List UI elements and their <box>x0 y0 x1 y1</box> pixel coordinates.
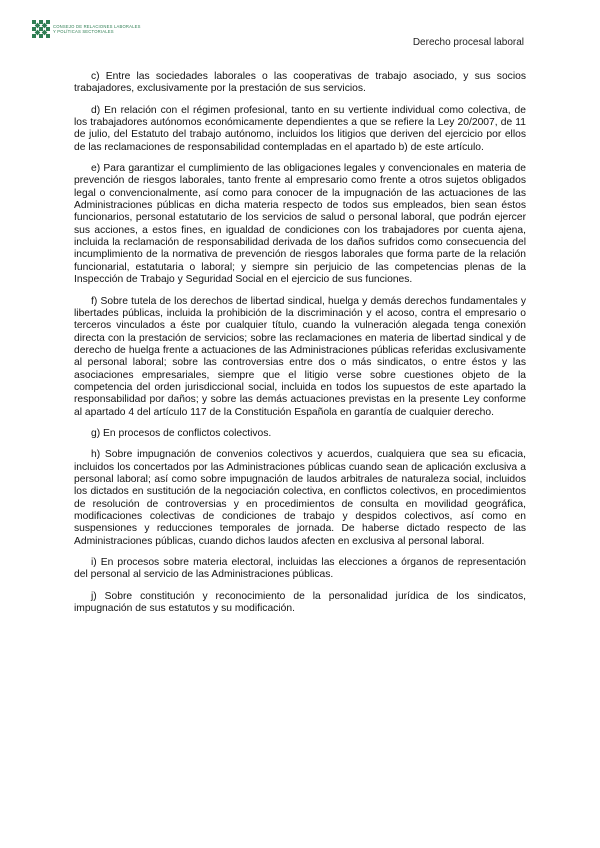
paragraph-d: d) En relación con el régimen profesional, tanto en su vertiente individual como colectiva, de los trabajadores autónomos económicamente dependientes a que se refiere la Ley 20/2007, de 11 de julio, del Estatuto del trabajo autónomo, incluidos los litigios que deriven del ejercicio por ellos de las reclamaciones de responsabilidad contempladas en el apartado b) de este artículo. <box>74 104 526 153</box>
paragraph-j: j) Sobre constitución y reconocimiento de la personalidad jurídica de los sindicatos, impugnación de sus estatutos y su modificación. <box>74 590 526 615</box>
page-header <box>0 0 600 60</box>
paragraph-g: g) En procesos de conflictos colectivos. <box>91 427 272 439</box>
paragraph-i: i) En procesos sobre materia electoral, incluidas las elecciones a órganos de representación del personal al servicio de las Administraciones públicas. <box>74 557 526 581</box>
logo-text <box>53 24 141 34</box>
running-title: Derecho procesal laboral <box>412 37 524 48</box>
document-body <box>74 71 526 624</box>
paragraph-f: f) Sobre tutela de los derechos de libertad sindical, huelga y demás derechos fundamentales y libertades públicas, incluida la prohibición de la discriminación y el acoso, contra el empresario o terceros vinculados a éste por cualquier título, cuando la vulneración alegada tenga conexión directa con la prestación de servicios; sobre las reclamaciones en materia de libertad sindical y de derecho de huelga frente a actuaciones de las Administraciones públicas referidas exclusivamente al personal laboral; sobre las controversias entre dos o más sindicatos, o entre éstos y las asociaciones empresariales, siempre que el litigio verse sobre cuestiones objeto de la competencia del orden jurisdiccional social, incluida en todos los supuestos de este apartado la responsabilidad por daños; y sobre las demás actuaciones previstas en la presente Ley conforme al apartado 4 del artículo 117 de la Constitución Española en garantía de cualquier derecho. <box>74 295 526 418</box>
logo-icon <box>32 20 50 38</box>
paragraph-c: c) Entre las sociedades laborales o las cooperativas de trabajo asociado, y sus socios trabajadores, exclusivamente por la prestación de sus servicios. <box>74 71 526 95</box>
paragraph-h: h) Sobre impugnación de convenios colectivos y acuerdos, cualquiera que sea su eficacia, incluidos los concertados por las Administraciones públicas cuando sean de aplicación exclusiva a personal laboral; así como sobre impugnación de laudos arbitrales de naturaleza social, incluidos los dictados en sustitución de la negociación colectiva, en conflictos colectivos, en procedimientos de resolución de controversias y en procedimientos de consulta en movilidad geográfica, modificaciones colectivas de condiciones de trabajo y despidos colectivos, así como en suspensiones y reducciones temporales de jornada. De haberse dictado respecto de las Administraciones públicas, cuando dichos laudos afecten en exclusiva al personal laboral. <box>74 449 526 547</box>
logo-line-2: Y POLÍTICAS SECTORIALES <box>53 29 114 34</box>
paragraph-e: e) Para garantizar el cumplimiento de las obligaciones legales y convencionales en materia de prevención de riesgos laborales, tanto frente al empresario como frente a otros sujetos obligados legal o convencionalmente, así como para conocer de la impugnación de las actuaciones de las Administraciones públicas en dicha materia respecto de todos sus empleados, bien sean éstos funcionarios, personal estatutario de los servicios de salud o personal laboral, que podrán ejercer sus acciones, a estos fines, en igualdad de condiciones con los trabajadores por cuenta ajena, incluida la reclamación de responsabilidad derivada de los daños sufridos como consecuencia del incumplimiento de la normativa de prevención de riesgos laborales que forma parte de la relación funcionarial, estatutaria o laboral; y siempre sin perjuicio de las competencias plenas de la Inspección de Trabajo y Seguridad Social en el ejercicio de sus funciones. <box>74 163 526 286</box>
logo-line-1: CONSEJO DE RELACIONES LABORALES <box>53 24 141 29</box>
logo <box>32 20 141 38</box>
